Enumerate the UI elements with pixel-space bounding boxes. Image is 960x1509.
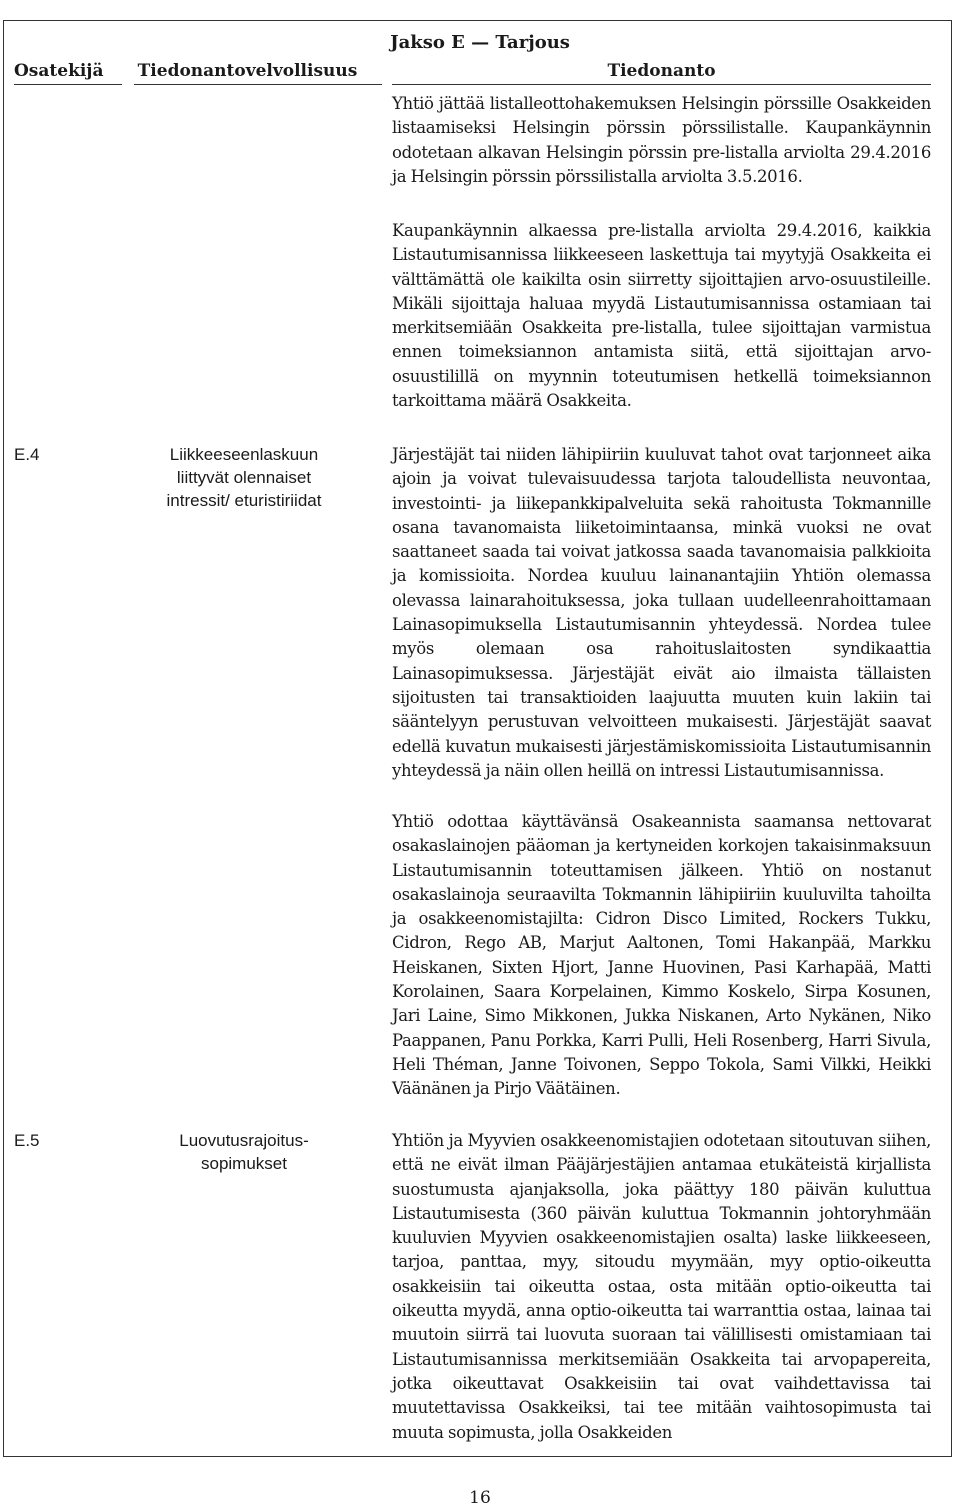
e4-topic-line-1: Liikkeeseenlaskuun <box>169 445 319 464</box>
e4-code: E.4 <box>14 445 40 464</box>
e4-paragraph-1: Järjestäjät tai niiden lähipiiriin kuuluvat tahot ovat tarjonneet aika ajoin ja voivat tulevaisuudessa tarjota taloudellista neuvontaa, investointi- ja liikepankkipalveluita sekä rahoitusta Tokmannille osana tavanomaista liiketoimintaansa, minkä vuoksi ne ovat saattaneet saada tai voivat jatkossa saada tavanomaisia palkkioita ja komissioita. Nordea kuuluu lainanantajiin Yhtiön olemassa olevassa lainarahoituksessa, joka tullaan uudelleenrahoittamaan Lainasopimuksella Listautumisannin yhteydessä. Nordea tulee myös olemaan osa rahoituslaitosten syndikaattia Lainasopimuksessa. Järjestäjät eivät aio ilmaista tällaisten sijoitusten tai transaktioiden laajuutta muuten kuin lakiin tai sääntelyyn perustuvan velvoitteen mukaisesti. Järjestäjät saavat edellä kuvatun mukaisesti järjestämiskomissioita Listautumisannin yhteydessä ja näin ollen heillä on intressi Listautumisannissa. <box>392 445 931 780</box>
header-underline-disclosure <box>392 84 931 85</box>
e4-topic <box>134 443 354 512</box>
e4-topic-line-2: liittyvät olennaiset <box>176 468 312 487</box>
e5-topic-line-1: Luovutusrajoitus- <box>179 1131 309 1150</box>
header-underline-obligation <box>134 84 382 85</box>
e4-paragraph-2: Yhtiö odottaa käyttävänsä Osakeannista saamansa nettovarat osakaslainojen pääoman ja kertyneiden korkojen takaisinmaksuun Listautumisannin toteuttamisen jälkeen. Yhtiö on nostanut osakaslainoja seuraavilta Tokmannin lähipiiriin kuuluvilta tahoilta ja osakkeenomistajilta: Cidron Disco Limited, Rockers Tukku, Cidron, Rego AB, Marjut Aaltonen, Tomi Hakanpää, Markku Heiskanen, Sixten Hjort, Janne Huovinen, Pasi Karhapää, Matti Korolainen, Saara Korpelainen, Kimmo Koskelo, Sirpa Kosunen, Jari Laine, Simo Mikkonen, Jukka Niskanen, Arto Nykänen, Niko Paappanen, Panu Porkka, Karri Pulli, Heli Rosenberg, Harri Sivula, Heli Théman, Janne Toivonen, Seppo Tokola, Sami Vilkki, Heikki Väänänen ja Pirjo Väätäinen. <box>392 812 931 1099</box>
e5-topic <box>134 1129 354 1175</box>
e5-paragraph-1: Yhtiön ja Myyvien osakkeenomistajien odotetaan sitoutuvan siihen, että ne eivät ilman Pääjärjestäjien antamaa etukäteistä kirjallista suostumusta ajanjaksolla, joka päättyy 180 päivän kuluttua Listautumisesta (360 päivän kuluttua Tokmannin johtoryhmään kuuluvien Myyvien osakkeenomistajien osalta) laske liikkeeseen, tarjoa, panttaa, myy, sitoudu myymään, myy optio-oikeutta osakkeisiin tai oikeutta ostaa, osta mitään optio-oikeutta tai oikeutta myydä, anna optio-oikeutta tai warranttia ostaa, lainaa tai muutoin siirrä tai luovuta suoraan tai välillisesti omistamiaan tai Listautumisannissa merkitsemiään Osakkeita tai arvopapereita, jotka oikeuttavat Osakkeisiin tai ovat vaihdettavissa tai muutettavissa Osakkeiksi, tai tee mitään vaihtosopimusta tai muuta sopimusta, jolla Osakkeiden <box>392 1131 931 1442</box>
continuation-paragraph-2: Kaupankäynnin alkaessa pre-listalla arviolta 29.4.2016, kaikkia Listautumisannissa liikkeeseen laskettuja tai myytyjä Osakkeita ei välttämättä ole kaikilta osin siirretty sijoittajien arvo-osuustileille. Mikäli sijoittaja haluaa myydä Listautumisannissa ostamiaan tai merkitsemiään Osakkeita pre-listalla, tulee sijoittajan varmistua ennen toimeksiannon antamista siitä, että sijoittajan arvo-osuustilillä on myynnin toteutumisen hetkellä toimeksiannon tarkoittama määrä Osakkeita. <box>392 221 931 411</box>
e5-code: E.5 <box>14 1131 40 1150</box>
section-title: Jakso E — Tarjous <box>390 32 570 53</box>
page-number: 16 <box>469 1488 491 1508</box>
e5-topic-line-2: sopimukset <box>201 1154 287 1173</box>
column-header-participant: Osatekijä <box>14 61 104 81</box>
e4-topic-line-3: intressit/ eturistiriidat <box>166 491 322 510</box>
continuation-paragraph-1: Yhtiö jättää listalleottohakemuksen Helsingin pörssille Osakkeiden listaamiseksi Helsingin pörssin pörssilistalle. Kaupankäynnin odotetaan alkavan Helsingin pörssin pre-listalla arviolta 29.4.2016 ja Helsingin pörssin pörssilistalla arviolta 3.5.2016. <box>392 94 931 186</box>
header-underline-participant <box>14 84 122 85</box>
column-header-obligation: Tiedonantovelvollisuus <box>137 61 358 81</box>
column-header-disclosure: Tiedonanto <box>607 61 716 81</box>
